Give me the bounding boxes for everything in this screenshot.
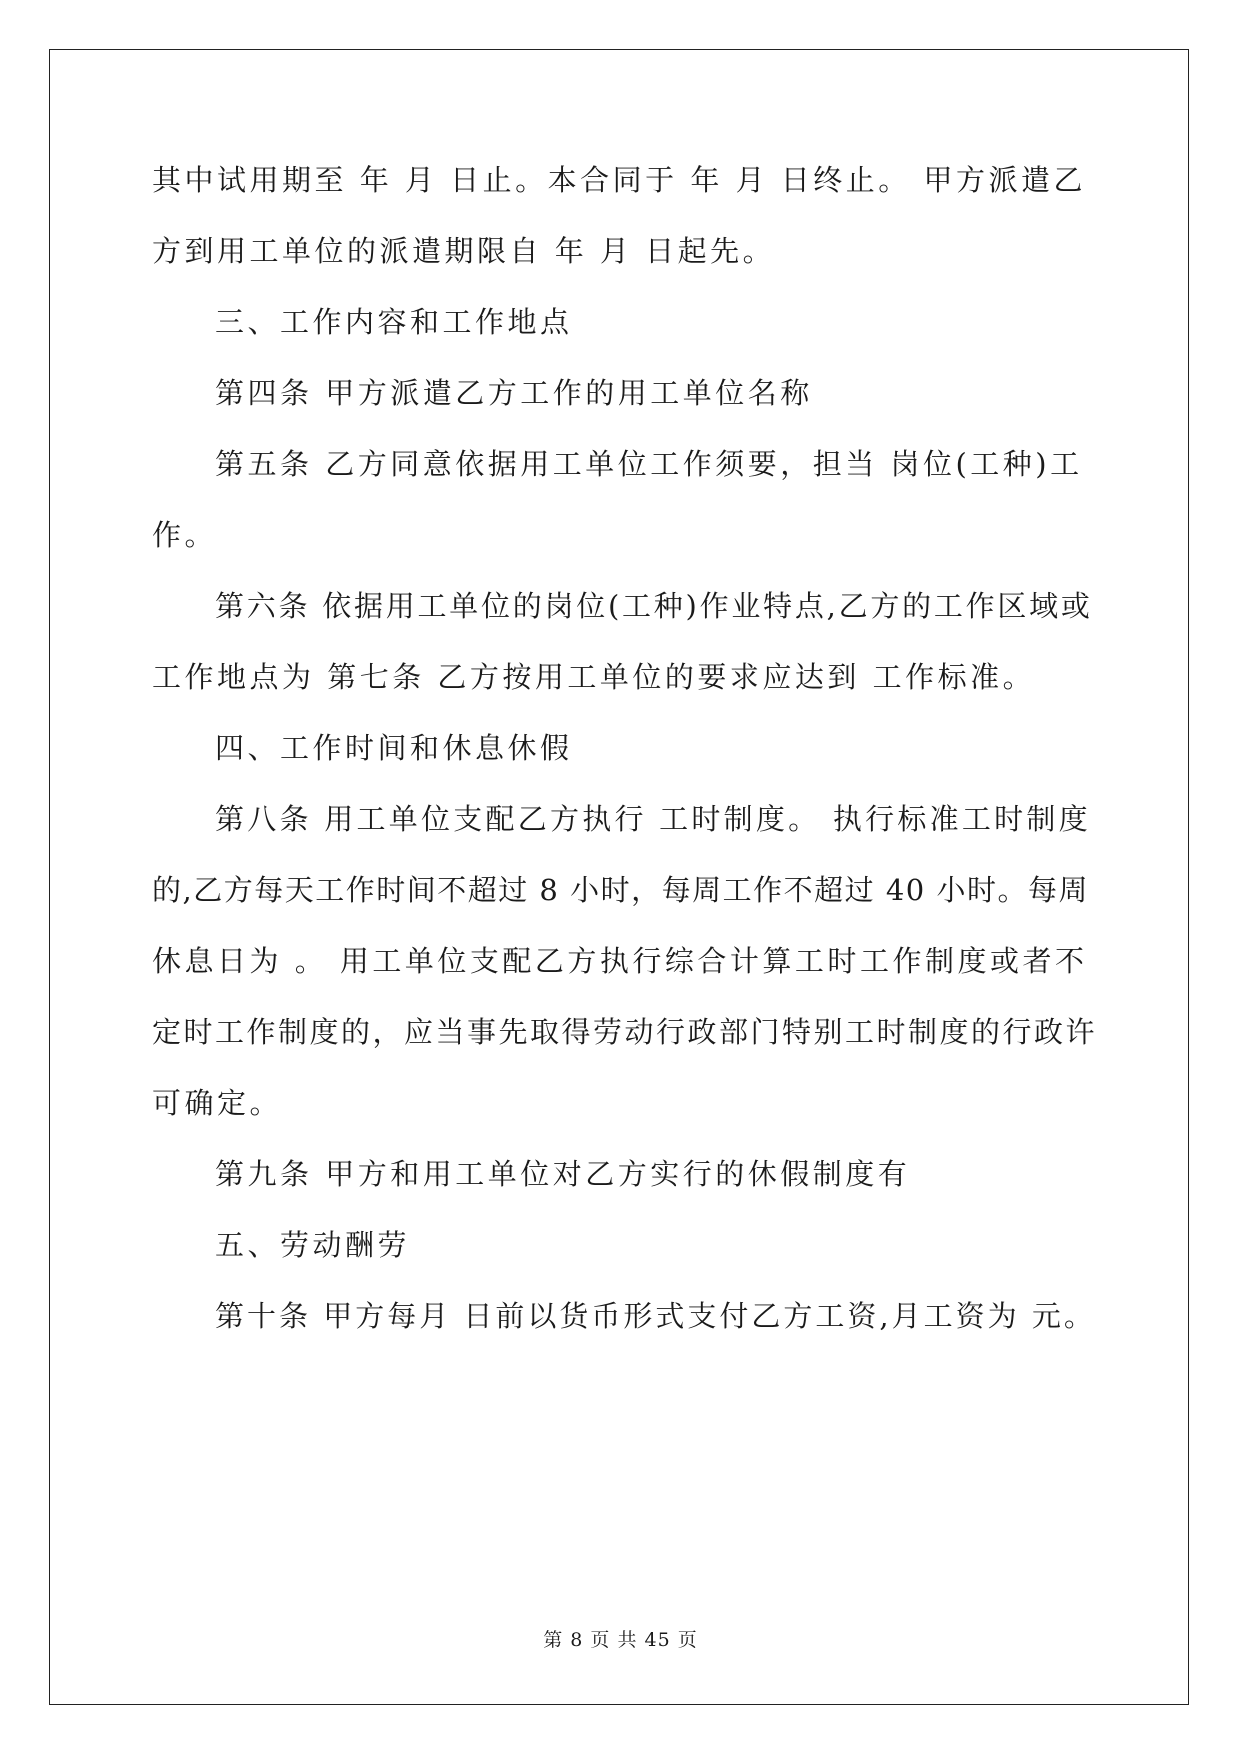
section-heading: 五、劳动酬劳 <box>215 1228 411 1262</box>
paragraph-line: 的,乙方每天工作时间不超过 8 小时，每周工作不超过 40 小时。每周 <box>152 873 1089 907</box>
paragraph-line: 其中试用期至 年 月 日止。本合同于 年 月 日终止。 甲方派遣乙 <box>152 163 1087 197</box>
article-line: 第六条 依据用工单位的岗位(工种)作业特点,乙方的工作区域或 <box>215 589 1093 623</box>
article-line: 第十条 甲方每月 日前以货币形式支付乙方工资,月工资为 元。 <box>215 1299 1096 1333</box>
paragraph-line: 方到用工单位的派遣期限自 年 月 日起先。 <box>152 234 776 268</box>
paragraph-line: 定时工作制度的，应当事先取得劳动行政部门特别工时制度的行政许 <box>152 1015 1098 1049</box>
article-line: 第四条 甲方派遣乙方工作的用工单位名称 <box>215 376 813 410</box>
article-line: 第五条 乙方同意依据用工单位工作须要，担当 岗位(工种)工 <box>215 447 1083 481</box>
article-line: 第九条 甲方和用工单位对乙方实行的休假制度有 <box>215 1157 911 1191</box>
paragraph-line: 作。 <box>152 518 218 552</box>
section-heading: 三、工作内容和工作地点 <box>215 305 573 339</box>
paragraph-line: 工作地点为 第七条 乙方按用工单位的要求应达到 工作标准。 <box>152 660 1036 694</box>
paragraph-line: 可确定。 <box>152 1086 283 1120</box>
section-heading: 四、工作时间和休息休假 <box>215 731 573 765</box>
page-number: 第 8 页 共 45 页 <box>543 1629 698 1651</box>
article-line: 第八条 用工单位支配乙方执行 工时制度。 执行标准工时制度 <box>215 802 1091 836</box>
paragraph-line: 休息日为 。 用工单位支配乙方执行综合计算工时工作制度或者不 <box>152 944 1088 978</box>
